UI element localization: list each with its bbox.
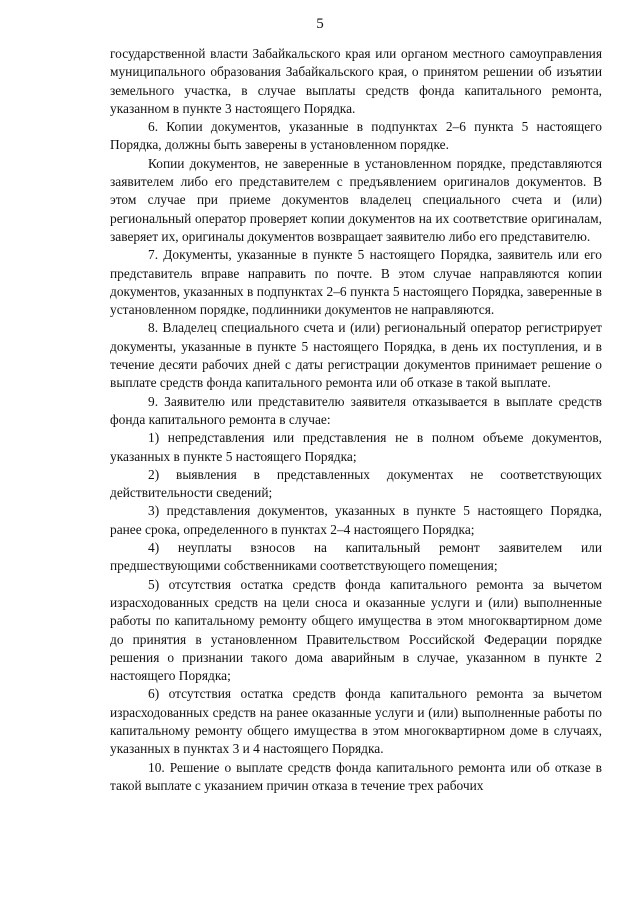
document-body: [110, 45, 602, 795]
paragraph-continuation: государственной власти Забайкальского края или органом местного самоуправления муниципального образования Забайкальского края, о принятом решении об изъятии земельного участка, в случае выплаты средств фонда капитального ремонта, указанном в пункте 3 настоящего Порядка.: [110, 46, 602, 116]
paragraph-copies-not-certified: Копии документов, не заверенные в установленном порядке, представляются заявителем либо его представителем с предъявлением оригиналов документов. В этом случае при приеме документов владелец специального счета и (или) региональный оператор проверяет копии документов на их соответствие оригиналам, заверяет их, оригиналы документов возвращает заявителю либо его представителю.: [110, 155, 602, 244]
subparagraph-5: 5) отсутствия остатка средств фонда капитального ремонта за вычетом израсходованных средств на цели сноса и оказанные услуги и (или) выполненные работы по капитальному ремонту общего имущества в этом многоквартирном доме до принятия в установленном Правительством Российской Федерации порядке решения о признании такого дома аварийным в случае, указанном в пункте 2 настоящего Порядка;: [110, 576, 602, 684]
paragraph-item-10: 10. Решение о выплате средств фонда капитального ремонта или об отказе в такой выплате с указанием причин отказа в течение трех рабочих: [110, 759, 602, 793]
paragraph-item-9: 9. Заявителю или представителю заявителя отказывается в выплате средств фонда капитального ремонта в случае:: [110, 393, 602, 427]
paragraph-item-7: 7. Документы, указанные в пункте 5 настоящего Порядка, заявитель или его представитель вправе направить по почте. В этом случае направляются копии документов, указанных в подпунктах 2–6 пункта 5 настоящего Порядка, заверенные в установленном порядке, подлинники документов не направляются.: [110, 247, 602, 318]
subparagraph-3: 3) представления документов, указанных в пункте 5 настоящего Порядка, ранее срока, определенного в пунктах 2–4 настоящего Порядка;: [110, 503, 602, 537]
subparagraph-4: 4) неуплаты взносов на капитальный ремонт заявителем или предшествующими собственниками соответствующего помещения;: [110, 540, 602, 574]
subparagraph-2: 2) выявления в представленных документах не соответствующих действительности сведений;: [110, 466, 602, 501]
paragraph-item-8: 8. Владелец специального счета и (или) региональный оператор регистрирует документы, указанные в пункте 5 настоящего Порядка, в день их поступления, и в течение десяти рабочих дней с даты регистрации документов принимает решение о выплате средств фонда капитального ремонта или об отказе в такой выплате.: [110, 320, 602, 391]
subparagraph-6: 6) отсутствия остатка средств фонда капитального ремонта за вычетом израсходованных средств на ранее оказанные услуги и (или) выполненные работы по капитальному ремонту общего имущества в этом многоквартирном доме в случаях, указанных в пунктах 3 и 4 настоящего Порядка.: [110, 686, 602, 757]
paragraph-item-6: 6. Копии документов, указанные в подпунктах 2–6 пункта 5 настоящего Порядка, должны быть заверены в установленном порядке.: [110, 119, 602, 153]
subparagraph-1: 1) непредставления или представления не в полном объеме документов, указанных в пункте 5 настоящего Порядка;: [110, 430, 602, 464]
page-number: 5: [316, 16, 324, 32]
